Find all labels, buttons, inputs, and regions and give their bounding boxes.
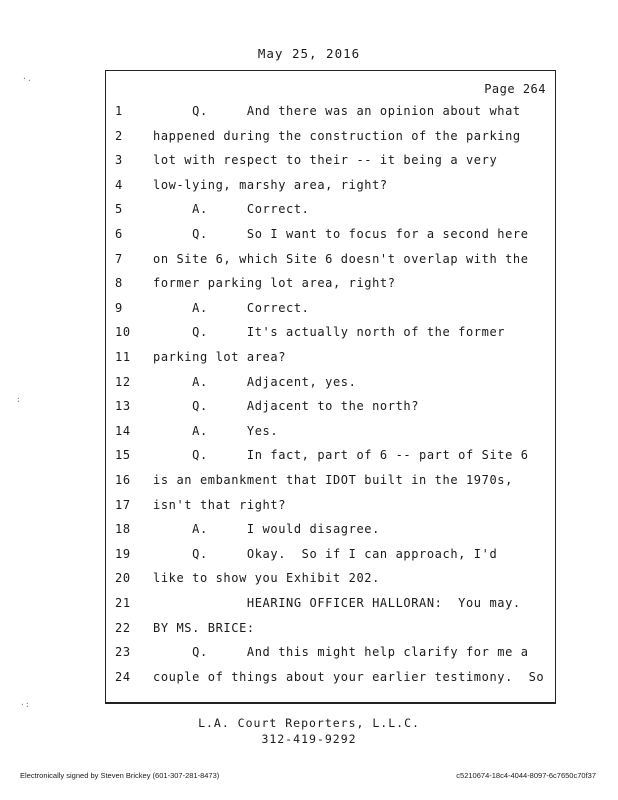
line-number: 19 xyxy=(115,546,131,561)
transcript-line xyxy=(105,301,556,321)
line-number: 23 xyxy=(115,645,131,660)
line-text: HEARING OFFICER HALLORAN: You may. xyxy=(153,596,521,610)
scan-speck: : xyxy=(16,395,21,404)
page-date: May 25, 2016 xyxy=(257,46,361,61)
transcript-line xyxy=(105,399,556,419)
line-number: 18 xyxy=(115,522,131,537)
line-text: couple of things about your earlier testimony. So xyxy=(153,669,545,684)
transcript-line xyxy=(105,375,556,395)
line-number: 7 xyxy=(115,251,123,266)
line-text: A. Correct. xyxy=(153,202,310,217)
line-text: Q. And this might help clarify for me a xyxy=(153,645,529,660)
line-number: 9 xyxy=(115,300,123,315)
transcript-line xyxy=(105,596,556,616)
line-text: A. I would disagree. xyxy=(153,522,380,537)
transcript-line xyxy=(105,252,556,272)
line-text: BY MS. BRICE: xyxy=(153,620,255,635)
line-text: isn't that right? xyxy=(153,497,287,512)
line-text: Q. So I want to focus for a second here xyxy=(153,227,529,241)
line-number: 15 xyxy=(115,448,131,463)
line-text: like to show you Exhibit 202. xyxy=(153,571,380,586)
line-text: A. Correct. xyxy=(153,300,310,315)
transcript-line xyxy=(105,448,556,468)
line-number: 12 xyxy=(115,374,131,389)
transcript-line xyxy=(105,670,556,690)
line-text: Q. In fact, part of 6 -- part of Site 6 xyxy=(153,448,529,463)
electronic-signature: Electronically signed by Steven Brickey (601-307-281-8473) xyxy=(20,771,220,780)
page-number: Page 264 xyxy=(484,82,546,96)
transcript-line xyxy=(105,153,556,173)
line-text: A. Yes. xyxy=(153,423,279,438)
line-number: 6 xyxy=(115,227,123,241)
line-text: lot with respect to their -- it being a very xyxy=(153,153,498,168)
line-text: former parking lot area, right? xyxy=(153,276,396,291)
transcript-line xyxy=(105,498,556,518)
line-number: 24 xyxy=(115,669,131,684)
transcript-line xyxy=(105,571,556,591)
court-reporter-name: L.A. Court Reporters, L.L.C. xyxy=(198,716,420,730)
line-number: 21 xyxy=(115,596,131,610)
transcript-line xyxy=(105,178,556,198)
transcript-line xyxy=(105,645,556,665)
line-number: 3 xyxy=(115,153,123,168)
transcript-line xyxy=(105,522,556,542)
transcript-line xyxy=(105,424,556,444)
line-text: Q. Adjacent to the north? xyxy=(153,399,420,414)
line-number: 2 xyxy=(115,128,123,143)
document-hash: c5210674-18c4-4044-8097-6c7650c70f37 xyxy=(456,771,596,780)
line-number: 13 xyxy=(115,399,131,414)
line-number: 16 xyxy=(115,473,131,487)
line-text: Q. Okay. So if I can approach, I'd xyxy=(153,546,498,561)
line-number: 22 xyxy=(115,620,131,635)
line-number: 10 xyxy=(115,325,131,340)
court-reporter-phone: 312-419-9292 xyxy=(261,732,357,746)
line-text: on Site 6, which Site 6 doesn't overlap with the xyxy=(153,251,529,266)
line-number: 11 xyxy=(115,350,131,364)
line-text: A. Adjacent, yes. xyxy=(153,374,357,389)
line-text: low-lying, marshy area, right? xyxy=(153,177,388,192)
line-text: is an embankment that IDOT built in the 1970s, xyxy=(153,473,513,487)
transcript-line xyxy=(105,227,556,247)
line-number: 1 xyxy=(115,104,123,118)
line-text: Q. It's actually north of the former xyxy=(153,325,506,340)
line-number: 8 xyxy=(115,276,123,291)
transcript-line xyxy=(105,276,556,296)
line-number: 4 xyxy=(115,177,123,192)
line-number: 20 xyxy=(115,571,131,586)
transcript-line xyxy=(105,621,556,641)
transcript-line xyxy=(105,350,556,370)
transcript-line xyxy=(105,104,556,124)
line-number: 14 xyxy=(115,423,131,438)
transcript-line xyxy=(105,473,556,493)
scan-speck: ·: xyxy=(20,700,30,709)
transcript-line xyxy=(105,325,556,345)
line-number: 5 xyxy=(115,202,123,217)
line-text: happened during the construction of the parking xyxy=(153,128,521,143)
line-number: 17 xyxy=(115,497,131,512)
transcript-line xyxy=(105,129,556,149)
scan-speck: ·. xyxy=(22,74,32,83)
line-text: parking lot area? xyxy=(153,350,287,364)
transcript-line xyxy=(105,547,556,567)
line-text: Q. And there was an opinion about what xyxy=(153,104,521,118)
transcript-line xyxy=(105,202,556,222)
